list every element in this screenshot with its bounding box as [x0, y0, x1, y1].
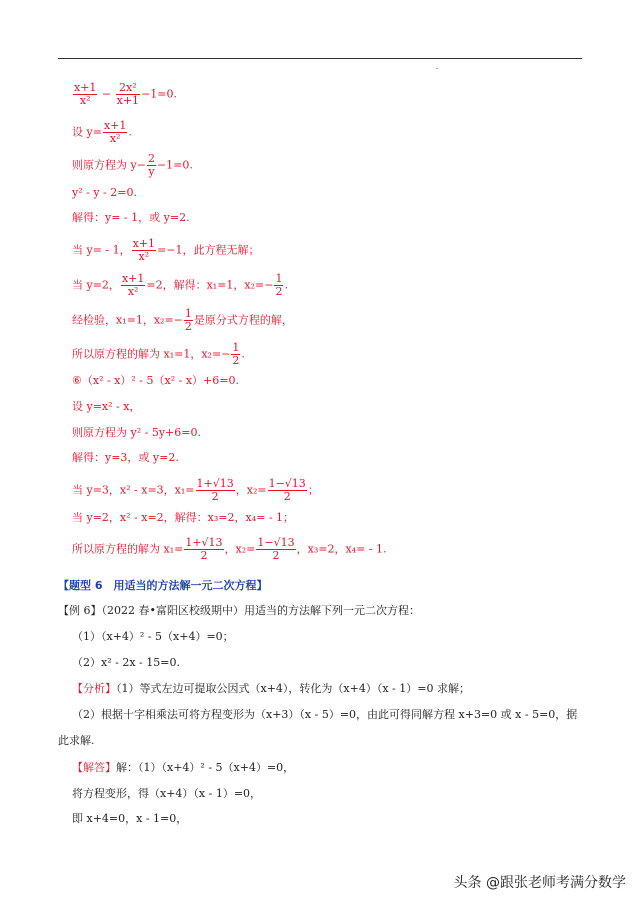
answer-line-2: 将方程变形，得（x+4）（x - 1）=0， [72, 787, 262, 800]
eq-line-13: 解得：y=3，或 y=2. [72, 451, 179, 464]
fraction: $\frac{1-√13}{2}$ [257, 536, 295, 562]
analysis-line-3: 此求解. [58, 734, 95, 747]
answer-label: 【解答】 [72, 761, 116, 774]
eq-line-7: 当 y=2， $\frac{x+1}{\text{x²}}$ =2，解得：x₁=1，x₂=− $\frac{1}{2}$ . [72, 272, 288, 298]
fraction: $\frac{1}{2}$ [232, 341, 240, 367]
fraction: $\frac{1+√13}{2}$ [185, 536, 223, 562]
fraction: $\frac{1}{2}$ [275, 272, 283, 298]
analysis-label: 【分析】 [72, 682, 116, 695]
analysis-line-1: 【分析】（1）等式左边可提取公因式（x+4），转化为（x+4）（x - 1）=0 求解； [72, 682, 470, 695]
question-1: （1）（x+4）² - 5（x+4）=0； [72, 630, 234, 643]
fraction: $\frac{\text{2x²}}{x+1}$ [116, 81, 140, 107]
fraction: $\frac{x+1}{\text{x²}}$ [74, 81, 97, 107]
example-heading: 【例 6】（2022 春•富阳区校级期中）用适当的方法解下列一元二次方程： [58, 604, 420, 617]
fraction: $\frac{1+√13}{2}$ [196, 477, 234, 503]
eq-line-10: ⑥（x² - x）² - 5（x² - x）+6=0. [72, 374, 239, 387]
eq-line-1: $\frac{x+1}{\text{x²}}$ − $\frac{\text{2x²}}{x+1}$ −1=0. [74, 81, 177, 107]
eq-line-6: 当 y= - 1， $\frac{x+1}{\text{x²}}$ =−1，此方程无解； [72, 237, 260, 263]
section-title: 【题型 6 用适当的方法解一元二次方程】 [58, 579, 268, 592]
fraction: $\frac{2}{y}$ [147, 152, 155, 178]
eq-line-3: 则原方程为 y− $\frac{2}{y}$ −1=0. [72, 152, 193, 178]
analysis-line-2: （2）根据十字相乘法可将方程变形为（x+3）（x - 5）=0，由此可得同解方程 x+3=0 或 x - 5=0，据 [72, 708, 578, 721]
fraction: $\frac{1}{2}$ [184, 307, 192, 333]
fraction: $\frac{x+1}{\text{x²}}$ [103, 119, 127, 145]
fraction: $\frac{x+1}{\text{x²}}$ [121, 272, 145, 298]
eq-line-14: 当 y=3，x² - x=3，x₁= $\frac{1+√13}{2}$ ，x₂= $\frac{1-√13}{2}$ ； [72, 477, 319, 503]
answer-line-3: 即 x+4=0，x - 1=0， [72, 812, 188, 825]
fraction: $\frac{x+1}{\text{x²}}$ [132, 237, 156, 263]
eq-line-4: y² - y - 2=0. [72, 186, 137, 199]
eq-line-9: 所以原方程的解为 x₁=1，x₂=− $\frac{1}{2}$ . [72, 341, 245, 367]
answer-line-1: 【解答】解：（1）（x+4）² - 5（x+4）=0， [72, 761, 295, 774]
eq-line-16: 所以原方程的解为 x₁= $\frac{1+√13}{2}$ ，x₂= $\frac{1-√13}{2}$ ，x₃=2，x₄= - 1. [72, 536, 387, 562]
fraction: $\frac{1-√13}{2}$ [268, 477, 306, 503]
eq-line-8: 经检验，x₁=1，x₂=− $\frac{1}{2}$ 是原分式方程的解， [72, 307, 293, 333]
eq-line-12: 则原方程为 y² - 5y+6=0. [72, 426, 201, 439]
watermark-footer: 头条 @跟张老师考满分数学 [453, 875, 626, 891]
eq-line-2: 设 y= $\frac{x+1}{\text{x²}}$ . [72, 119, 132, 145]
header-rule [58, 58, 582, 59]
eq-line-11: 设 y=x² - x， [72, 400, 141, 413]
scan-dot [436, 68, 438, 69]
question-2: （2）x² - 2x - 15=0. [72, 656, 180, 669]
eq-line-15: 当 y=2，x² - x=2，解得：x₃=2，x₄= - 1； [72, 511, 295, 524]
eq-line-5: 解得：y= - 1，或 y=2. [72, 211, 190, 224]
